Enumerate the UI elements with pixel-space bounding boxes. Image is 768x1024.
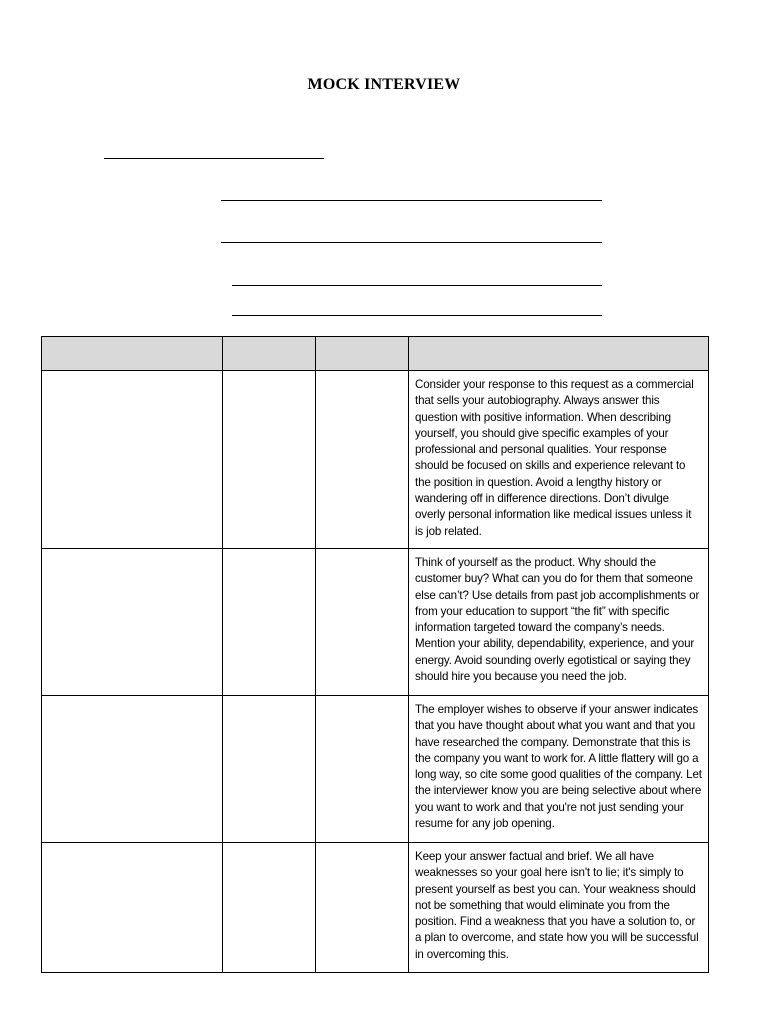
tip-cell: The employer wishes to observe if your answer indicates that you have thought about what you want and that you have researched the company. Demonstrate that this is the company you want to work for. A little flattery will go a long way, so cite some good qualities of the company. Let the interviewer know you are being selective about where you want to work and that you're not just sending your resume for any job opening. (409, 696, 709, 843)
rating-cell[interactable] (223, 696, 316, 843)
rating-cell[interactable] (223, 371, 316, 549)
table-row (42, 696, 709, 843)
question-cell[interactable] (42, 549, 223, 696)
header-cell-tips (409, 337, 709, 371)
question-cell[interactable] (42, 843, 223, 973)
tip-cell: Keep your answer factual and brief. We all have weaknesses so your goal here isn't to lie; it's simply to present yourself as best you can. Your weakness should not be something that would eliminate you from the position. Find a weakness that you have a solution to, or a plan to overcome, and state how you will be successful in overcoming this. (409, 843, 709, 973)
question-cell[interactable] (42, 696, 223, 843)
table-row (42, 371, 709, 549)
tip-cell: Consider your response to this request as a commercial that sells your autobiography. Always answer this question with positive information. When describing yourself, you should give specific examples of your professional and personal qualities. Your response should be focused on skills and experience relevant to the position in question. Avoid a lengthy history or wandering off in difference directions. Don’t divulge overly personal information like medical issues unless it is job related. (409, 371, 709, 549)
rating-cell[interactable] (223, 549, 316, 696)
rating-cell[interactable] (316, 371, 409, 549)
header-cell-rating-2 (316, 337, 409, 371)
header-cell-question (42, 337, 223, 371)
field-blank-line-3[interactable] (232, 285, 602, 286)
rating-cell[interactable] (223, 843, 316, 973)
rating-cell[interactable] (316, 696, 409, 843)
name-blank-line[interactable] (104, 158, 324, 159)
rating-cell[interactable] (316, 549, 409, 696)
table-row (42, 843, 709, 973)
table-row (42, 549, 709, 696)
field-blank-line-2[interactable] (221, 242, 602, 243)
interview-table (41, 336, 709, 973)
rating-cell[interactable] (316, 843, 409, 973)
table-header-row (42, 337, 709, 371)
header-cell-rating-1 (223, 337, 316, 371)
page-title: MOCK INTERVIEW (307, 76, 461, 93)
tip-cell: Think of yourself as the product. Why should the customer buy? What can you do for them that someone else can’t? Use details from past job accomplishments or from your education to support “the fit” with specific information targeted toward the company’s needs. Mention your ability, dependability, experience, and your energy. Avoid sounding overly egotistical or saying they should hire you because you need the job. (409, 549, 709, 696)
field-blank-line-4[interactable] (232, 315, 602, 316)
question-cell[interactable] (42, 371, 223, 549)
field-blank-line-1[interactable] (221, 200, 602, 201)
